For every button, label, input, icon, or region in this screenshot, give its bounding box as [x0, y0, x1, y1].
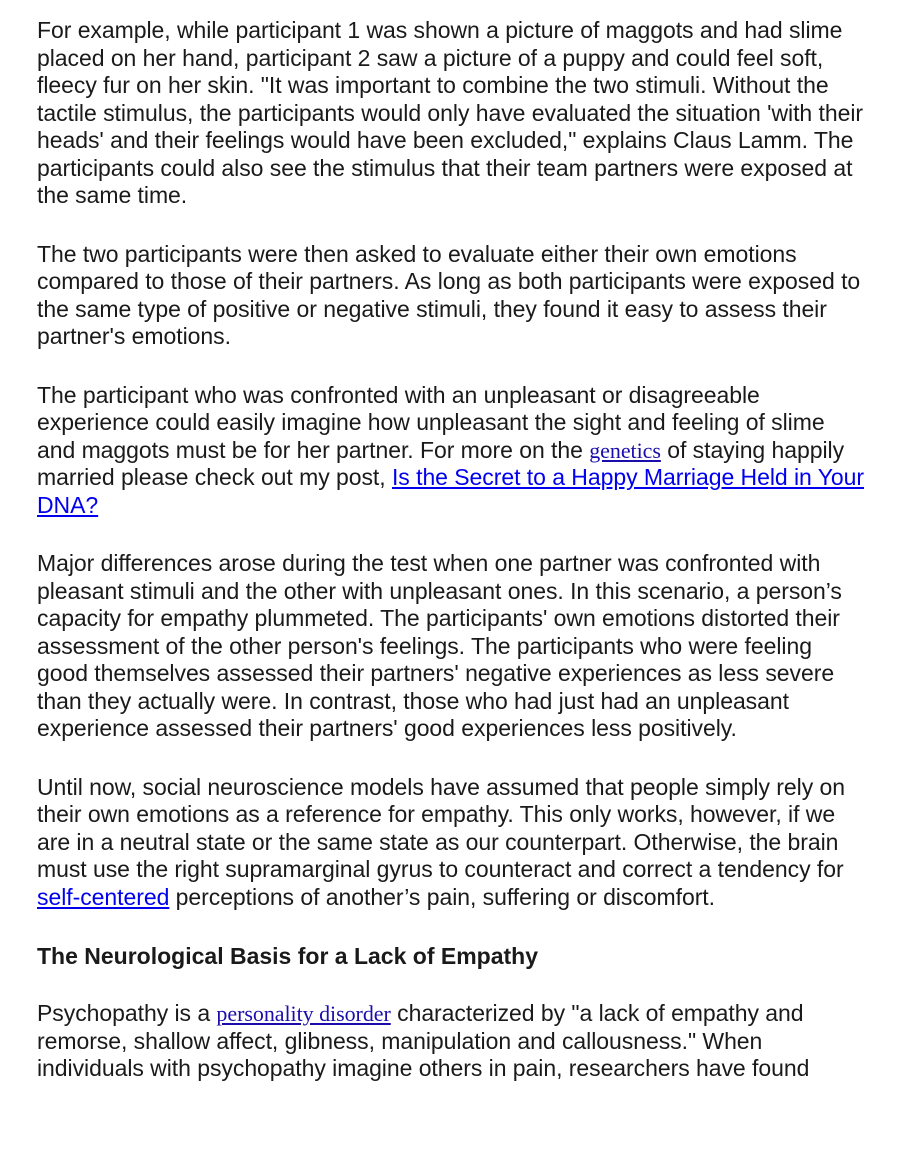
- section-heading: The Neurological Basis for a Lack of Empathy: [37, 943, 539, 969]
- paragraph-text: of staying happily married please check out my post,: [37, 436, 845, 490]
- paragraph-major-differences: Major differences arose during the test when one partner was confronted with pleasant stimuli and the other with unpleasant ones. In this scenario, a person’s capacity for empathy plummeted. The participants' own emotions distorted their assessment of the other person's feelings. The participants who were feeling good themselves assessed their partners' negative experiences as less severe than they actually were. In contrast, those who had just had an unpleasant experience assessed their partners' good experiences less positively.: [37, 550, 842, 741]
- paragraph-social-neuroscience: [37, 774, 864, 912]
- paragraph-evaluate-emotions: The two participants were then asked to evaluate either their own emotions compared to those of their partners. As long as both participants were exposed to the same type of positive or negative stimuli, they found it easy to assess their partner's emotions.: [37, 240, 861, 349]
- paragraph-unpleasant-experience: [37, 382, 864, 520]
- paragraph-text: Until now, social neuroscience models have assumed that people simply rely on their own emotions as a reference for empathy. This only works, however, if we are in a neutral state or the same state as our counterpart. Otherwise, the brain must use the right supramarginal gyrus to counteract and correct a tendency for: [37, 773, 845, 882]
- paragraph-text: perceptions of another’s pain, suffering or discomfort.: [169, 883, 715, 910]
- genetics-link[interactable]: genetics: [589, 437, 661, 463]
- personality-disorder-link[interactable]: personality disorder: [216, 1001, 391, 1026]
- happy-marriage-post-link[interactable]: Is the Secret to a Happy Marriage Held in Your DNA?: [37, 464, 864, 518]
- paragraph-psychopathy: [37, 1000, 864, 1083]
- paragraph-tactile-stimulus: For example, while participant 1 was shown a picture of maggots and had slime placed on her hand, participant 2 saw a picture of a puppy and could feel soft, fleecy fur on her skin. "It was important to combine the two stimuli. Without the tactile stimulus, the participants would only have evaluated the situation 'with their heads' and their feelings would have been excluded," explains Claus Lamm. The participants could also see the stimulus that their team partners were exposed at the same time.: [37, 17, 863, 208]
- paragraph-text: characterized by "a lack of empathy and remorse, shallow affect, glibness, manipulation and callousness." When individuals with psychopathy imagine others in pain, researchers have found: [37, 1000, 810, 1081]
- self-centered-link[interactable]: self-centered: [37, 883, 170, 910]
- paragraph-text: The participant who was confronted with an unpleasant or disagreeable experience could easily imagine how unpleasant the sight and feeling of slime and maggots must be for her partner. For more on the: [37, 381, 825, 463]
- paragraph-text: Psychopathy is a: [37, 1000, 217, 1026]
